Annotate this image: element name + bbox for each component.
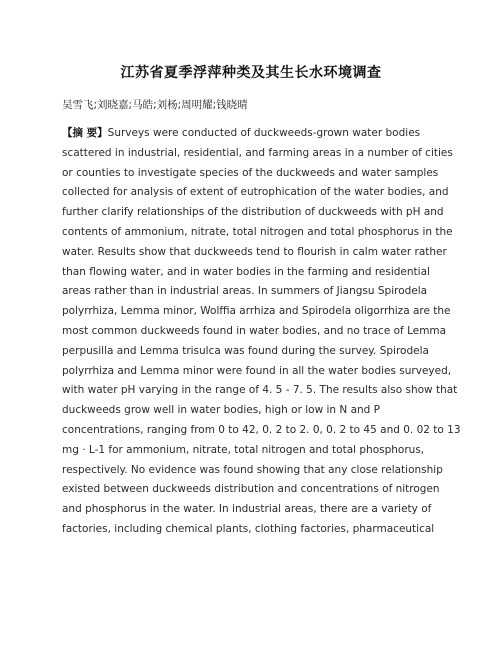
abstract-text: Surveys were conducted of duckweeds-grown water bodies: [107, 127, 421, 139]
abstract-line: contents of ammonium, nitrate, total nitrogen and total phosphorus in the: [62, 225, 453, 238]
abstract-line: respectively. No evidence was found showing that any close relationship: [62, 463, 443, 476]
abstract-line: mg · L-1 for ammonium, nitrate, total nitrogen and total phosphorus,: [62, 443, 425, 456]
abstract-line: scattered in industrial, residential, and farming areas in a number of cities: [62, 146, 453, 159]
abstract-line: than flowing water, and in water bodies in the farming and residential: [62, 265, 430, 278]
abstract-line: perpusilla and Lemma trisulca was found during the survey. Spirodela: [62, 344, 429, 357]
abstract-line: [62, 124, 442, 144]
abstract-line: areas rather than in industrial areas. In summers of Jiangsu Spirodela: [62, 285, 428, 298]
abstract-line: with water pH varying in the range of 4. 5 - 7. 5. The results also show that: [62, 384, 458, 397]
abstract-line: polyrrhiza, Lemma minor, Wolffia arrhiza and Spirodela oligorrhiza are the: [62, 305, 451, 318]
author-list: 吴雪飞;刘晓嘉;马皓;刘杨;周明耀;钱晓晴: [62, 99, 248, 111]
abstract-line: collected for analysis of extent of eutrophication of the water bodies, and: [62, 186, 449, 199]
paper-title: 江苏省夏季浮萍种类及其生长水环境调查: [120, 65, 382, 81]
abstract-line: water. Results show that duckweeds tend to flourish in calm water rather: [62, 245, 447, 258]
abstract-line: existed between duckweeds distribution and concentrations of nitrogen: [62, 483, 440, 496]
abstract-line: factories, including chemical plants, clothing factories, pharmaceutical: [62, 522, 435, 535]
abstract-line: further clarify relationships of the distribution of duckweeds with pH and: [62, 206, 444, 219]
abstract-line: polyrrhiza and Lemma minor were found in all the water bodies surveyed,: [62, 364, 452, 377]
abstract-line: and phosphorus in the water. In industrial areas, there are a variety of: [62, 503, 432, 516]
abstract-line: most common duckweeds found in water bodies, and no trace of Lemma: [62, 324, 447, 337]
abstract: [62, 124, 461, 540]
abstract-line: duckweeds grow well in water bodies, high or low in N and P: [62, 404, 381, 417]
abstract-line: concentrations, ranging from 0 to 42, 0. 2 to 2. 0, 0. 2 to 45 and 0. 02 to 13: [62, 423, 461, 436]
abstract-label: 【摘 要】: [62, 127, 108, 139]
abstract-line: or counties to investigate species of the duckweeds and water samples: [62, 166, 439, 179]
